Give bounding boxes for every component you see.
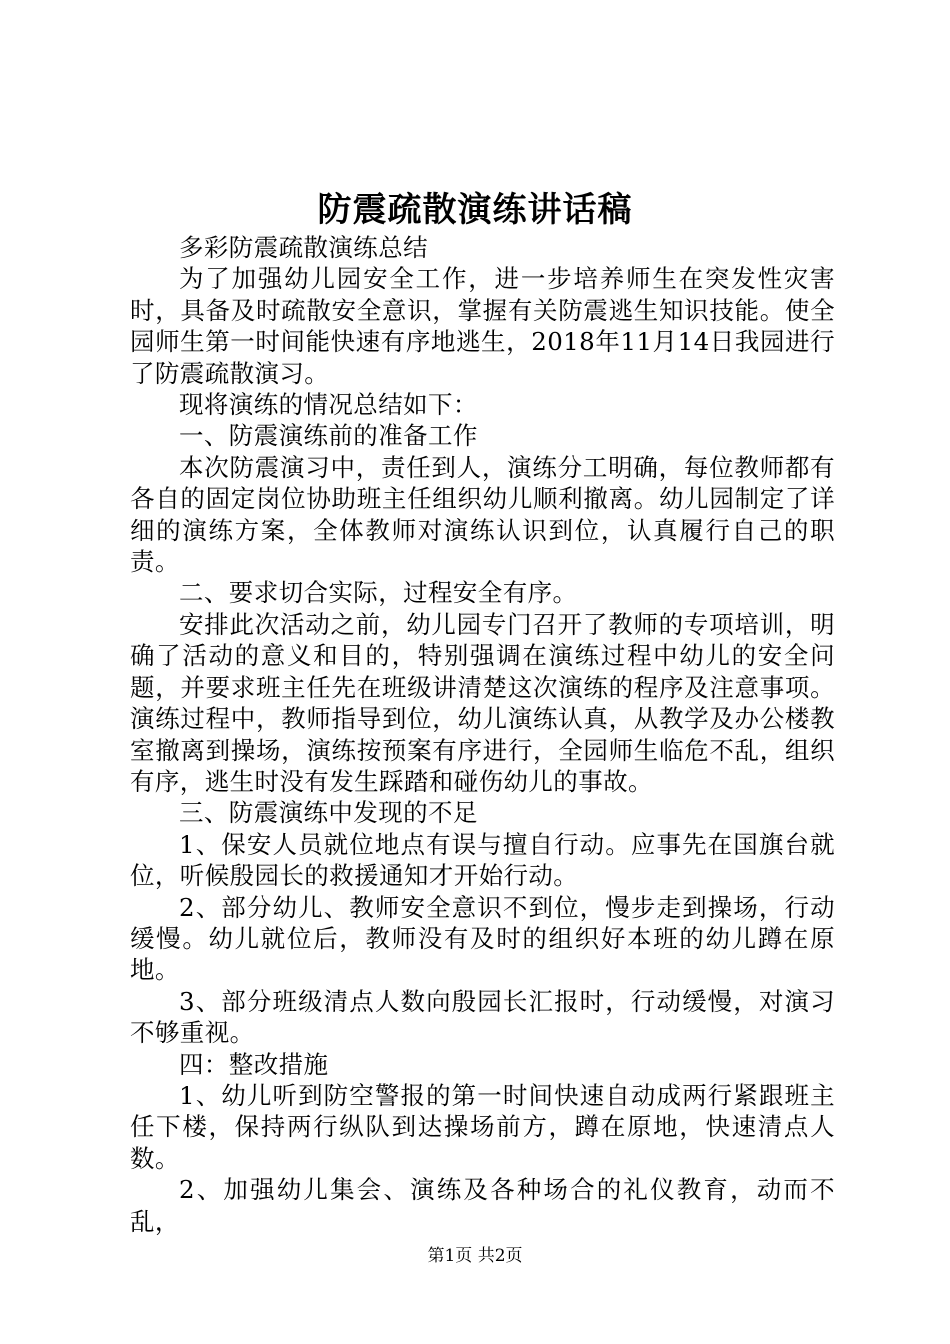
document-title: 防震疏散演练讲话稿 [317,190,633,230]
section-heading: 二、要求切合实际，过程安全有序。 [179,578,578,608]
body-paragraph: 本次防震演习中，责任到人，演练分工明确，每位教师都有各自的固定岗位协助班主任组织幼儿顺利撤离。幼儿园制定了详细的演练方案，全体教师对演练认识到位，认真履行自己的职责。 [130,452,835,577]
list-item: 3、部分班级清点人数向殷园长汇报时，行动缓慢，对演习不够重视。 [130,986,835,1048]
section-heading: 四：整改措施 [179,1049,329,1079]
page-footer: 第1页 共2页 [427,1246,523,1266]
body-paragraph: 多彩防震疏散演练总结 [179,233,428,262]
list-item: 2、部分幼儿、教师安全意识不到位，慢步走到操场，行动缓慢。幼儿就位后，教师没有及时的组织好本班的幼儿蹲在原地。 [130,892,835,985]
body-paragraph: 现将演练的情况总结如下： [179,390,478,420]
body-paragraph: 安排此次活动之前，幼儿园专门召开了教师的专项培训，明确了活动的意义和目的，特别强调在演练过程中幼儿的安全问题，并要求班主任先在班级讲清楚这次演练的程序及注意事项。演练过程中，教师指导到位，幼儿演练认真，从教学及办公楼教室撤离到操场，演练按预案有序进行，全园师生临危不乱，组织有序，逃生时没有发生踩踏和碰伤幼儿的事故。 [130,609,835,796]
list-item: 2、加强幼儿集会、演练及各种场合的礼仪教育，动而不乱， [130,1175,835,1236]
section-heading: 三、防震演练中发现的不足 [179,798,478,828]
body-paragraph: 为了加强幼儿园安全工作，进一步培养师生在突发性灾害时，具备及时疏散安全意识，掌握有关防震逃生知识技能。使全园师生第一时间能快速有序地逃生，2018年11月14日我园进行了防震疏散演习。 [130,264,835,388]
list-item: 1、幼儿听到防空警报的第一时间快速自动成两行紧跟班主任下楼，保持两行纵队到达操场前方，蹲在原地，快速清点人数。 [130,1080,835,1173]
section-heading: 一、防震演练前的准备工作 [179,421,478,451]
document-body [130,232,835,1237]
list-item: 1、保安人员就位地点有误与擅自行动。应事先在国旗台就位，听候殷园长的救援通知才开始行动。 [130,829,835,891]
